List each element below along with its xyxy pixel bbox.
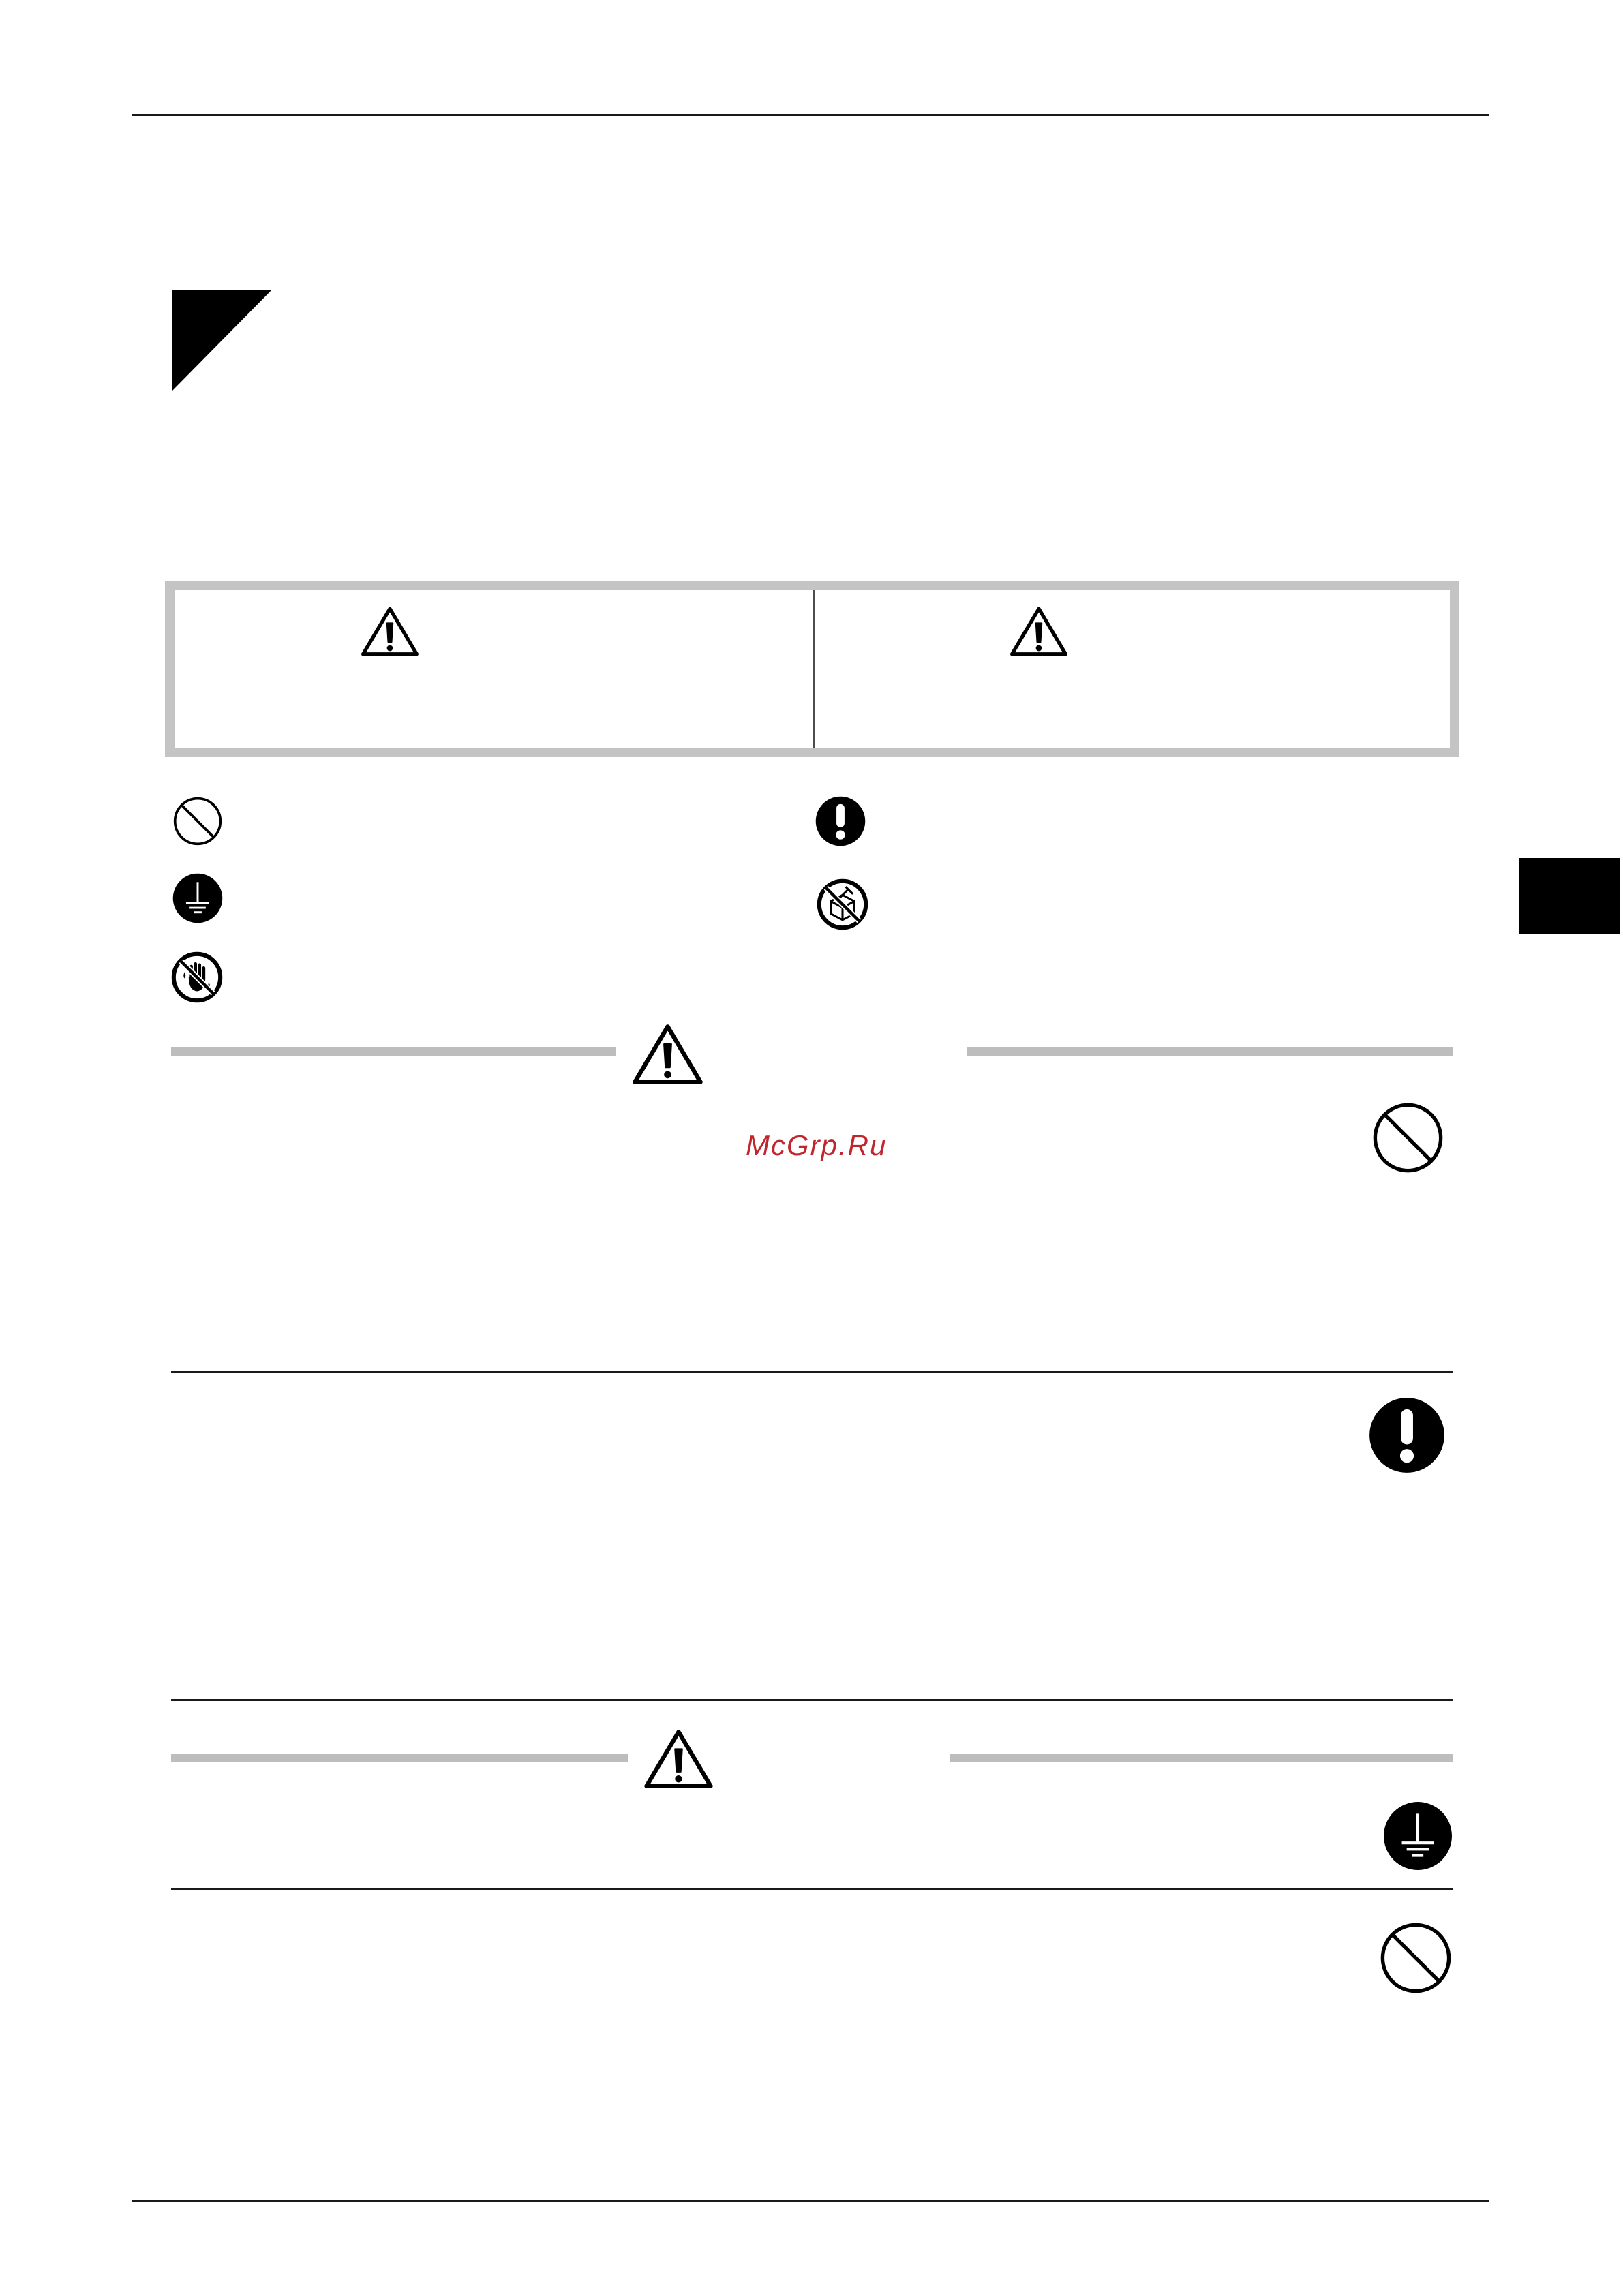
mandatory-action-icon [1369,1397,1445,1473]
do-not-disassemble-icon [817,878,868,930]
section-header-bar-left [171,1754,628,1762]
section-header-bar-left [171,1047,616,1056]
section-header-bar-right [967,1047,1453,1056]
signal-box-divider [813,590,815,748]
section-header-bar-right [950,1754,1453,1762]
item-separator [171,1699,1453,1701]
warning-triangle-icon [642,1728,715,1790]
warning-triangle-icon [1009,605,1069,658]
ground-icon [1383,1801,1453,1871]
prohibited-icon [1371,1101,1444,1174]
mandatory-action-icon [815,796,866,846]
do-not-touch-with-wet-hands-icon [171,951,223,1003]
warning-triangle-icon [631,1022,705,1086]
prohibited-icon [172,796,223,846]
ground-icon [172,873,223,923]
signal-word-box [165,581,1459,757]
warning-triangle-icon [360,605,420,658]
section-corner-mark [172,290,272,391]
chapter-tab [1519,858,1620,934]
watermark-text: McGrp.Ru [746,1129,888,1161]
prohibited-icon [1379,1921,1453,1995]
footer-rule [132,2200,1489,2202]
item-separator [171,1371,1453,1373]
header-rule [132,114,1489,116]
item-separator [171,1888,1453,1890]
